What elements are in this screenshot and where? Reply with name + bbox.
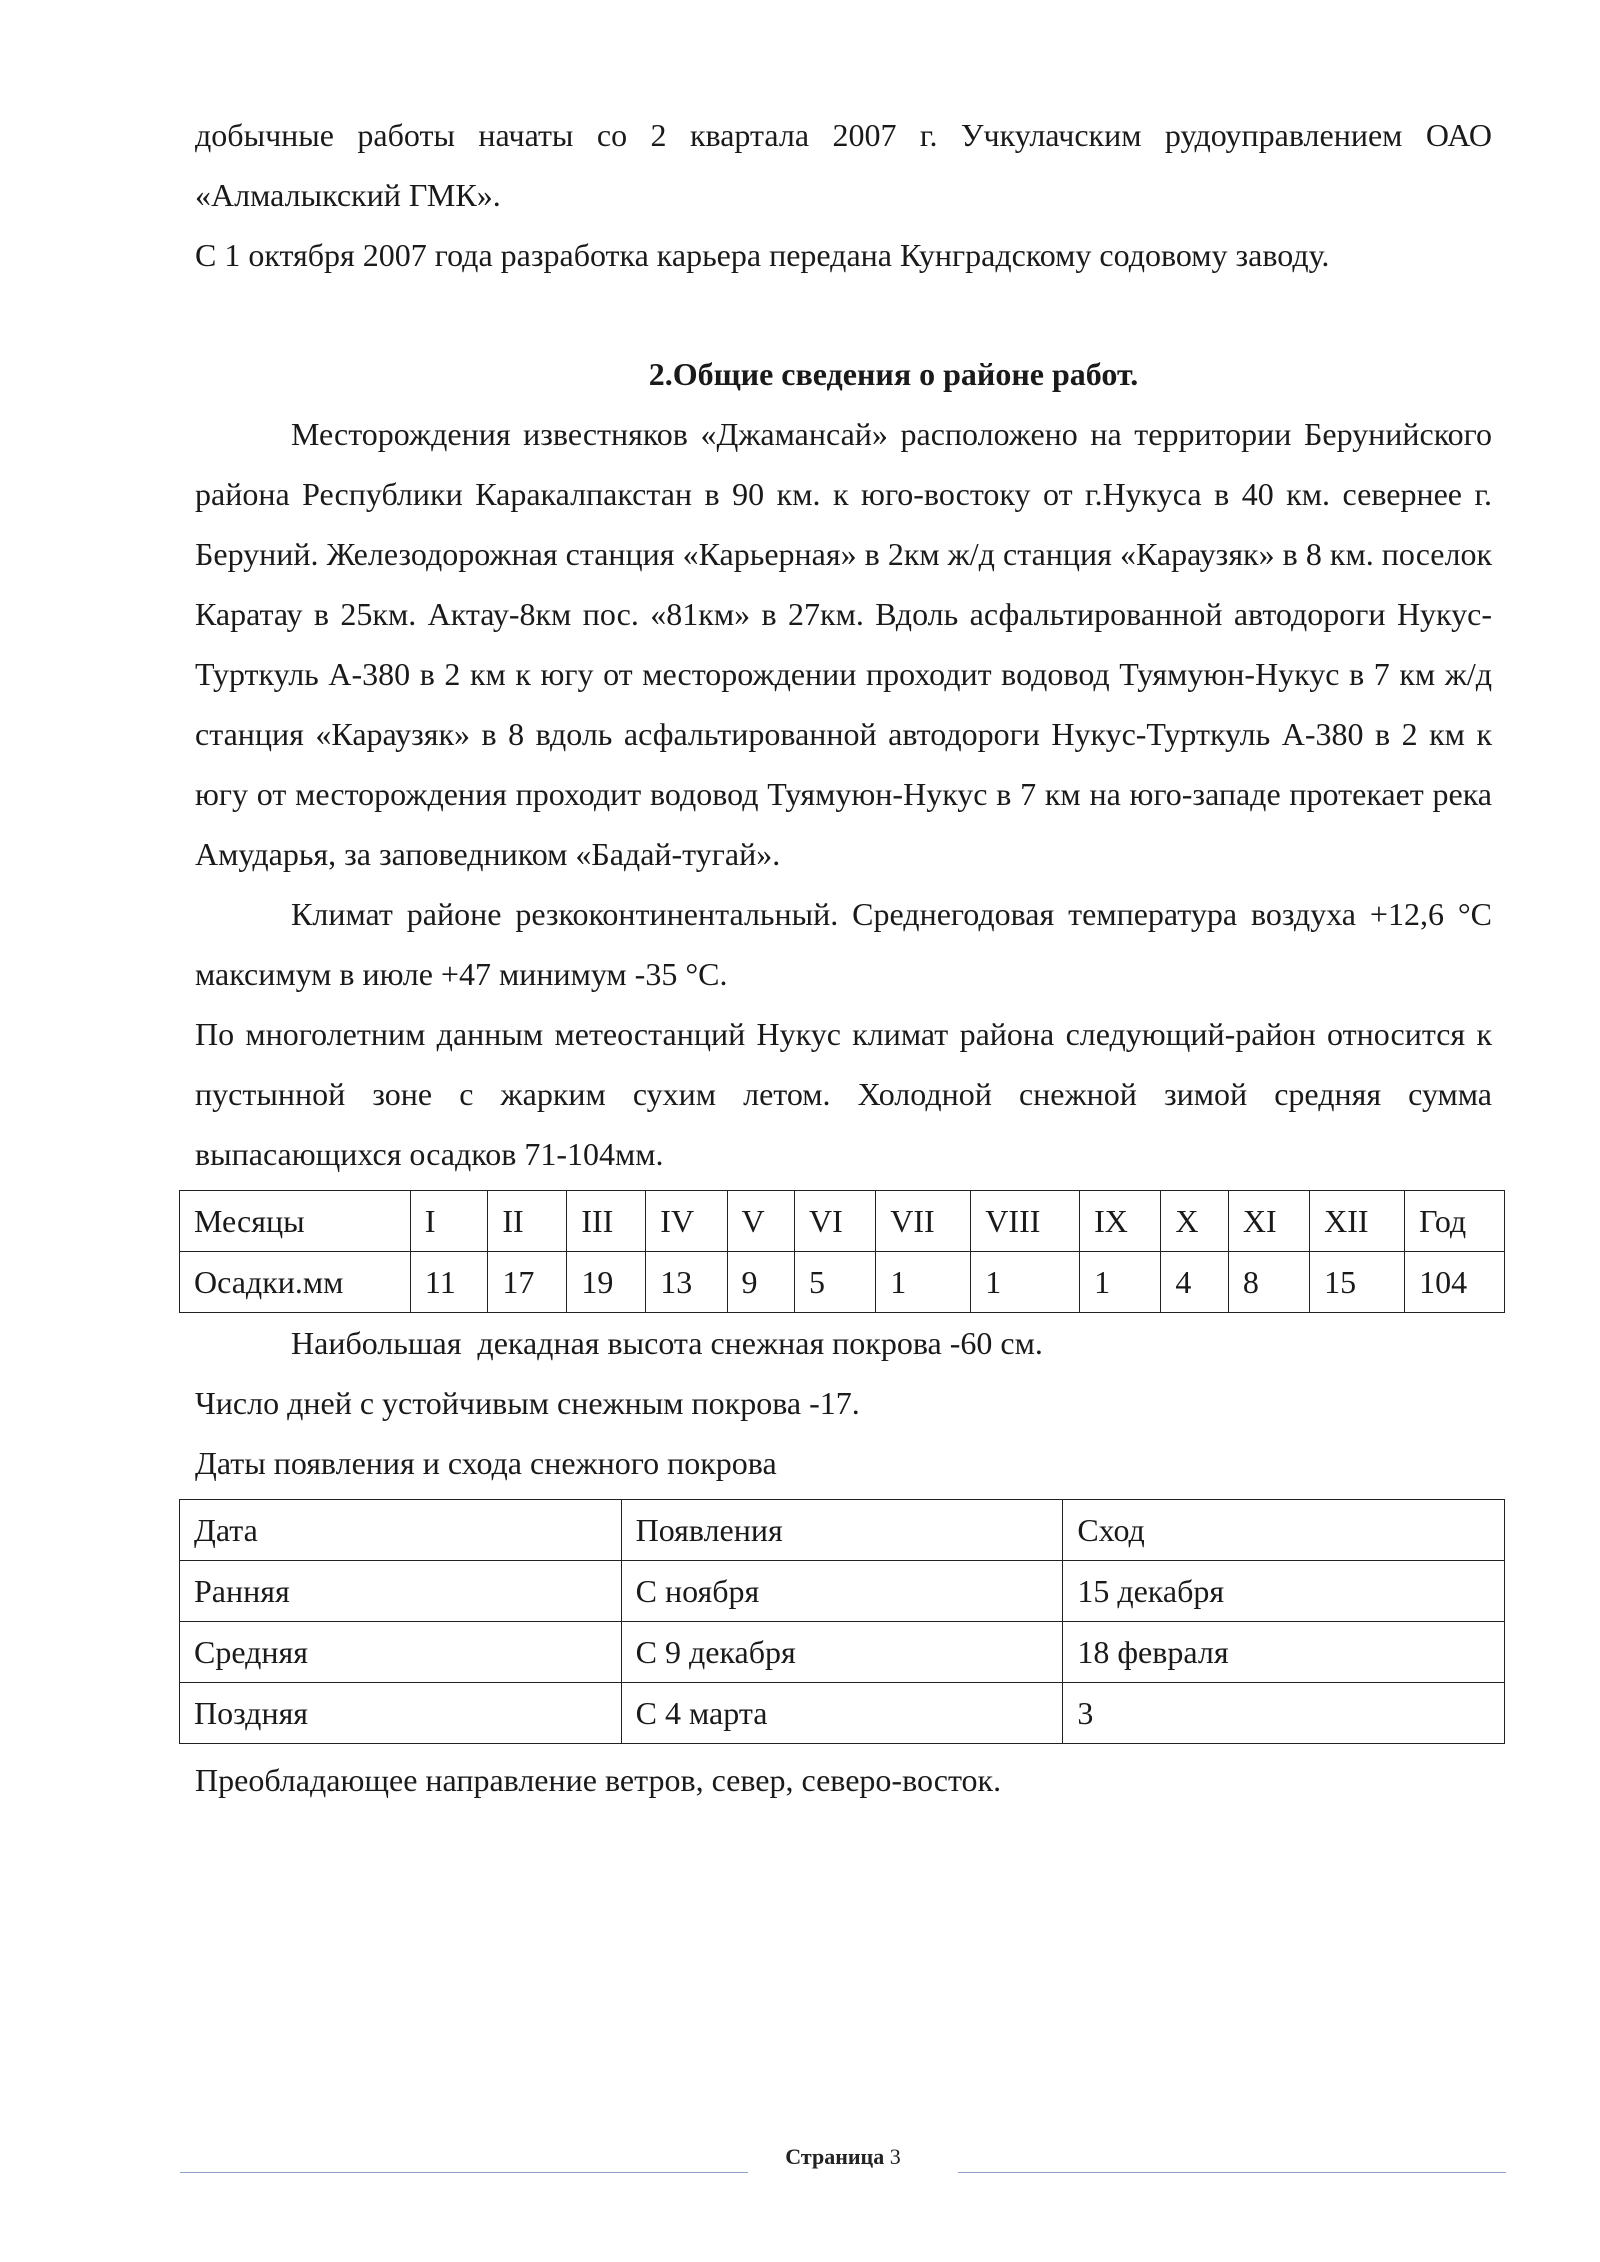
- table-row: [180, 1683, 1505, 1744]
- table-row: [180, 1191, 1505, 1252]
- page-number: 3: [889, 2144, 901, 2169]
- table-cell: 1: [971, 1252, 1080, 1313]
- table-cell: Дата: [180, 1500, 622, 1561]
- paragraph-snow-height: Наибольшая декадная высота снежная покрова -60 см.: [291, 1325, 1043, 1361]
- table-cell: 19: [567, 1252, 646, 1313]
- table-cell: I: [410, 1191, 487, 1252]
- table-row: [180, 1500, 1505, 1561]
- table-cell: Осадки.мм: [180, 1252, 411, 1313]
- table-cell: Месяцы: [180, 1191, 411, 1252]
- table-cell: IX: [1080, 1191, 1161, 1252]
- footer-rule-right: [958, 2172, 1506, 2173]
- table-cell: Поздняя: [180, 1683, 622, 1744]
- paragraph-transfer: С 1 октября 2007 года разработка карьера передана Кунградскому содовому заводу.: [195, 237, 1330, 273]
- paragraph-mining-start: добычные работы начаты со 2 квартала 2007 г. Учкулачским рудоуправлением ОАО «Алмалыкский ГМК».: [195, 117, 1492, 213]
- document-page: [195, 105, 1492, 1810]
- table-cell: II: [488, 1191, 567, 1252]
- page-footer: [180, 2140, 1506, 2180]
- paragraph-snow-days: Число дней с устойчивым снежным покрова -17.: [195, 1385, 860, 1421]
- precipitation-table: [179, 1190, 1505, 1313]
- table-cell: 104: [1405, 1252, 1505, 1313]
- paragraph-winds: Преобладающее направление ветров, север, северо-восток.: [195, 1762, 1002, 1798]
- table-cell: Средняя: [180, 1622, 622, 1683]
- table-cell: С 4 марта: [621, 1683, 1063, 1744]
- table-cell: 15 декабря: [1063, 1561, 1505, 1622]
- table-cell: 4: [1161, 1252, 1228, 1313]
- table-cell: III: [567, 1191, 646, 1252]
- table-cell: С ноября: [621, 1561, 1063, 1622]
- table-cell: 11: [410, 1252, 487, 1313]
- table-row: [180, 1622, 1505, 1683]
- table-cell: 13: [646, 1252, 727, 1313]
- table-cell: С 9 декабря: [621, 1622, 1063, 1683]
- table-cell: XI: [1228, 1191, 1309, 1252]
- table-cell: VII: [876, 1191, 971, 1252]
- table-cell: Появления: [621, 1500, 1063, 1561]
- table-cell: Ранняя: [180, 1561, 622, 1622]
- table-cell: Сход: [1063, 1500, 1505, 1561]
- paragraph-snow-dates: Даты появления и схода снежного покрова: [195, 1445, 777, 1481]
- footer-rule-left: [180, 2172, 748, 2173]
- table-cell: 3: [1063, 1683, 1505, 1744]
- table-cell: 1: [876, 1252, 971, 1313]
- table-row: [180, 1561, 1505, 1622]
- table-cell: 1: [1080, 1252, 1161, 1313]
- paragraph-climate: Климат районе резкоконтинентальный. Среднегодовая температура воздуха +12,6 °С максимум в июле +47 минимум -35 °С.: [195, 896, 1492, 992]
- table-cell: 17: [488, 1252, 567, 1313]
- page-word: Страница: [785, 2144, 885, 2169]
- section-heading: 2.Общие сведения о районе работ.: [648, 356, 1139, 392]
- snow-cover-table: [179, 1499, 1505, 1744]
- table-row: [180, 1252, 1505, 1313]
- table-cell: 8: [1228, 1252, 1309, 1313]
- paragraph-location: Месторождения известняков «Джамансай» расположено на территории Берунийского района Республики Каракалпакстан в 90 км. к юго-востоку от г.Нукуса в 40 км. севернее г. Беруний. Железодорожная станция «Карьерная» в 2км ж/д станция «Караузяк» в 8 км. поселок Каратау в 25км. Актау-8км пос. «81км» в 27км. Вдоль асфальтированной автодороги Нукус-Турткуль А-380 в 2 км к югу от месторождении проходит водовод Туямуюн-Нукус в 7 км ж/д станция «Караузяк» в 8 вдоль асфальтированной автодороги Нукус-Турткуль А-380 в 2 км к югу от месторождения проходит водовод Туямуюн-Нукус в 7 км на юго-западе протекает река Амударья, за заповедником «Бадай-тугай».: [195, 416, 1492, 872]
- table-cell: V: [727, 1191, 794, 1252]
- paragraph-meteo: По многолетним данным метеостанций Нукус климат района следующий-район относится к пустынной зоне с жарким сухим летом. Холодной снежной зимой средняя сумма выпасающихся осадков 71-104мм.: [195, 1016, 1492, 1172]
- table-cell: 18 февраля: [1063, 1622, 1505, 1683]
- table-cell: 9: [727, 1252, 794, 1313]
- table-cell: XII: [1310, 1191, 1405, 1252]
- table-cell: VIII: [971, 1191, 1080, 1252]
- table-cell: VI: [795, 1191, 876, 1252]
- table-cell: 15: [1310, 1252, 1405, 1313]
- table-cell: Год: [1405, 1191, 1505, 1252]
- table-cell: 5: [795, 1252, 876, 1313]
- table-cell: IV: [646, 1191, 727, 1252]
- table-cell: X: [1161, 1191, 1228, 1252]
- page-number-label: [180, 2144, 1506, 2170]
